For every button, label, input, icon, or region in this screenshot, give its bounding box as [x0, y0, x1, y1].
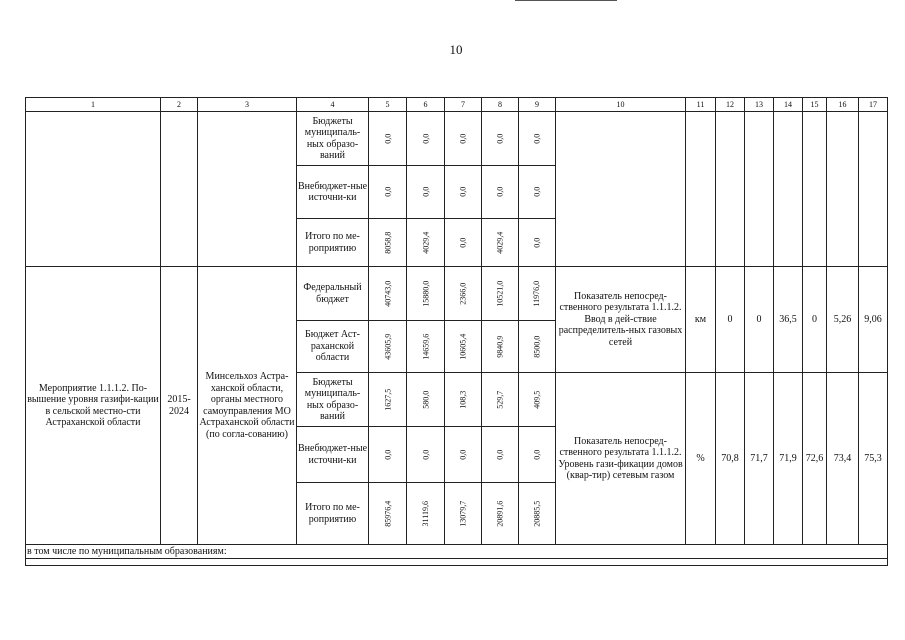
funding-source: Итого по ме-роприятию	[297, 219, 369, 267]
value-cell	[482, 219, 519, 267]
value-cell	[519, 483, 556, 545]
value-cell	[407, 112, 445, 166]
empty-cell	[716, 112, 745, 267]
value-cell	[519, 219, 556, 267]
indicator-value: 71,9	[774, 373, 803, 545]
indicator-value: 70,8	[716, 373, 745, 545]
value: 10605,4	[458, 333, 468, 360]
measure-period: 2015-2024	[161, 267, 198, 545]
col-header-3: 3	[198, 98, 297, 112]
footer-note: в том числе по муниципальным образованиям:	[26, 545, 888, 559]
funding-source: Бюджет Аст-раханской области	[297, 321, 369, 373]
col-header-11: 11	[686, 98, 716, 112]
value: 10521,0	[495, 280, 505, 307]
value-cell	[369, 321, 407, 373]
value-cell	[369, 483, 407, 545]
col-header-8: 8	[482, 98, 519, 112]
value-cell	[445, 427, 482, 483]
value: 0,0	[420, 187, 430, 197]
value: 85976,4	[382, 500, 392, 527]
table-row	[26, 112, 888, 166]
header-row	[26, 98, 888, 112]
value-cell	[482, 166, 519, 219]
col-header-1: 1	[26, 98, 161, 112]
value-cell	[482, 427, 519, 483]
value: 0,0	[495, 449, 505, 460]
funding-source: Бюджеты муниципаль-ных образо-ваний	[297, 112, 369, 166]
value-cell	[445, 267, 482, 321]
indicator-value: 75,3	[859, 373, 888, 545]
col-header-5: 5	[369, 98, 407, 112]
value-cell	[407, 166, 445, 219]
value: 0,0	[532, 133, 542, 144]
value-cell	[407, 267, 445, 321]
value: 15880,0	[420, 280, 430, 307]
indicator-value: 73,4	[827, 373, 859, 545]
empty-cell	[745, 112, 774, 267]
value-cell	[519, 427, 556, 483]
value-cell	[369, 166, 407, 219]
value-cell	[407, 373, 445, 427]
empty-cell	[774, 112, 803, 267]
value: 580,0	[420, 390, 430, 409]
col-header-9: 9	[519, 98, 556, 112]
value: 4029,4	[495, 231, 505, 254]
value: 8500,0	[532, 335, 542, 358]
value-cell	[482, 321, 519, 373]
col-header-2: 2	[161, 98, 198, 112]
empty-cell	[26, 559, 888, 566]
value: 14659,6	[420, 333, 430, 360]
col-header-6: 6	[407, 98, 445, 112]
funding-source: Итого по ме-роприятию	[297, 483, 369, 545]
col-header-14: 14	[774, 98, 803, 112]
funding-source: Внебюджет-ные источни-ки	[297, 166, 369, 219]
value-cell	[445, 373, 482, 427]
empty-cell	[556, 112, 686, 267]
col-header-16: 16	[827, 98, 859, 112]
value: 0,0	[382, 133, 392, 144]
empty-cell	[859, 112, 888, 267]
value: 108,3	[458, 390, 468, 409]
value-cell	[445, 166, 482, 219]
indicator-value: 5,26	[827, 267, 859, 373]
col-header-4: 4	[297, 98, 369, 112]
funding-source: Внебюджет-ные источни-ки	[297, 427, 369, 483]
indicator-unit: %	[686, 373, 716, 545]
indicator-value: 0	[716, 267, 745, 373]
value: 43605,9	[382, 333, 392, 360]
empty-cell	[198, 112, 297, 267]
value-cell	[519, 373, 556, 427]
value-cell	[482, 483, 519, 545]
value: 0,0	[495, 187, 505, 197]
table-row	[26, 545, 888, 559]
value: 8058,8	[382, 231, 392, 254]
value: 13079,7	[458, 500, 468, 527]
indicator-text: Показатель непосред-ственного результата 1.1.1.2. Уровень гази-фикации домов (квар-тир) сетевым газом	[556, 373, 686, 545]
value-cell	[445, 483, 482, 545]
page-number: 10	[449, 42, 463, 57]
value: 40743,0	[382, 280, 392, 307]
value: 0,0	[420, 133, 430, 144]
value-cell	[407, 483, 445, 545]
value: 11976,0	[532, 280, 542, 307]
value: 409,5	[532, 390, 542, 409]
indicator-value: 0	[803, 267, 827, 373]
value-cell	[519, 321, 556, 373]
value-cell	[369, 267, 407, 321]
value-cell	[369, 112, 407, 166]
value-cell	[445, 112, 482, 166]
col-header-12: 12	[716, 98, 745, 112]
value: 0,0	[532, 237, 542, 248]
value-cell	[519, 112, 556, 166]
value-cell	[407, 427, 445, 483]
value: 20891,6	[495, 500, 505, 527]
empty-cell	[827, 112, 859, 267]
measure-name: Мероприятие 1.1.1.2. По-вышение уровня газифи-кации в сельской местно-сти Астраханской области	[26, 267, 161, 545]
empty-cell	[161, 112, 198, 267]
value: 0,0	[458, 449, 468, 460]
value-cell	[407, 321, 445, 373]
value: 9840,9	[495, 335, 505, 358]
value-cell	[482, 267, 519, 321]
value: 0,0	[495, 133, 505, 144]
indicator-value: 36,5	[774, 267, 803, 373]
empty-cell	[26, 112, 161, 267]
value-cell	[369, 219, 407, 267]
indicator-value: 71,7	[745, 373, 774, 545]
indicator-value: 0	[745, 267, 774, 373]
value: 31119,6	[420, 500, 430, 527]
indicator-unit: км	[686, 267, 716, 373]
value: 0,0	[458, 237, 468, 248]
col-header-10: 10	[556, 98, 686, 112]
value: 0,0	[532, 449, 542, 460]
col-header-13: 13	[745, 98, 774, 112]
value-cell	[407, 219, 445, 267]
value-cell	[445, 219, 482, 267]
value: 4029,4	[420, 231, 430, 254]
value-cell	[482, 112, 519, 166]
funding-source: Федеральный бюджет	[297, 267, 369, 321]
indicator-text: Показатель непосред-ственного результата 1.1.1.2. Ввод в дей-ствие распределитель-ных газовых сетей	[556, 267, 686, 373]
value-cell	[369, 373, 407, 427]
value-cell	[445, 321, 482, 373]
value: 0,0	[382, 449, 392, 460]
indicator-value: 72,6	[803, 373, 827, 545]
value-cell	[519, 166, 556, 219]
value: 0,0	[458, 133, 468, 144]
empty-cell	[686, 112, 716, 267]
value: 529,7	[495, 390, 505, 409]
indicator-value: 9,06	[859, 267, 888, 373]
value: 0,0	[532, 187, 542, 197]
value-cell	[369, 427, 407, 483]
funding-source: Бюджеты муниципаль-ных образо-ваний	[297, 373, 369, 427]
table-row	[26, 559, 888, 566]
value: 20885,5	[532, 500, 542, 527]
measure-executor: Минсельхоз Астра-ханской области, органы местного самоуправления МО Астраханской области (по согла-сованию)	[198, 267, 297, 545]
value-cell	[519, 267, 556, 321]
value: 0,0	[458, 187, 468, 197]
value: 2366,0	[458, 282, 468, 305]
table-row	[26, 267, 888, 321]
empty-cell	[803, 112, 827, 267]
col-header-15: 15	[803, 98, 827, 112]
value-cell	[482, 373, 519, 427]
col-header-17: 17	[859, 98, 888, 112]
top-edge-line	[515, 0, 617, 1]
value: 0,0	[420, 449, 430, 460]
value: 0,0	[382, 187, 392, 197]
col-header-7: 7	[445, 98, 482, 112]
value: 1627,5	[382, 388, 392, 411]
budget-table	[25, 97, 888, 566]
